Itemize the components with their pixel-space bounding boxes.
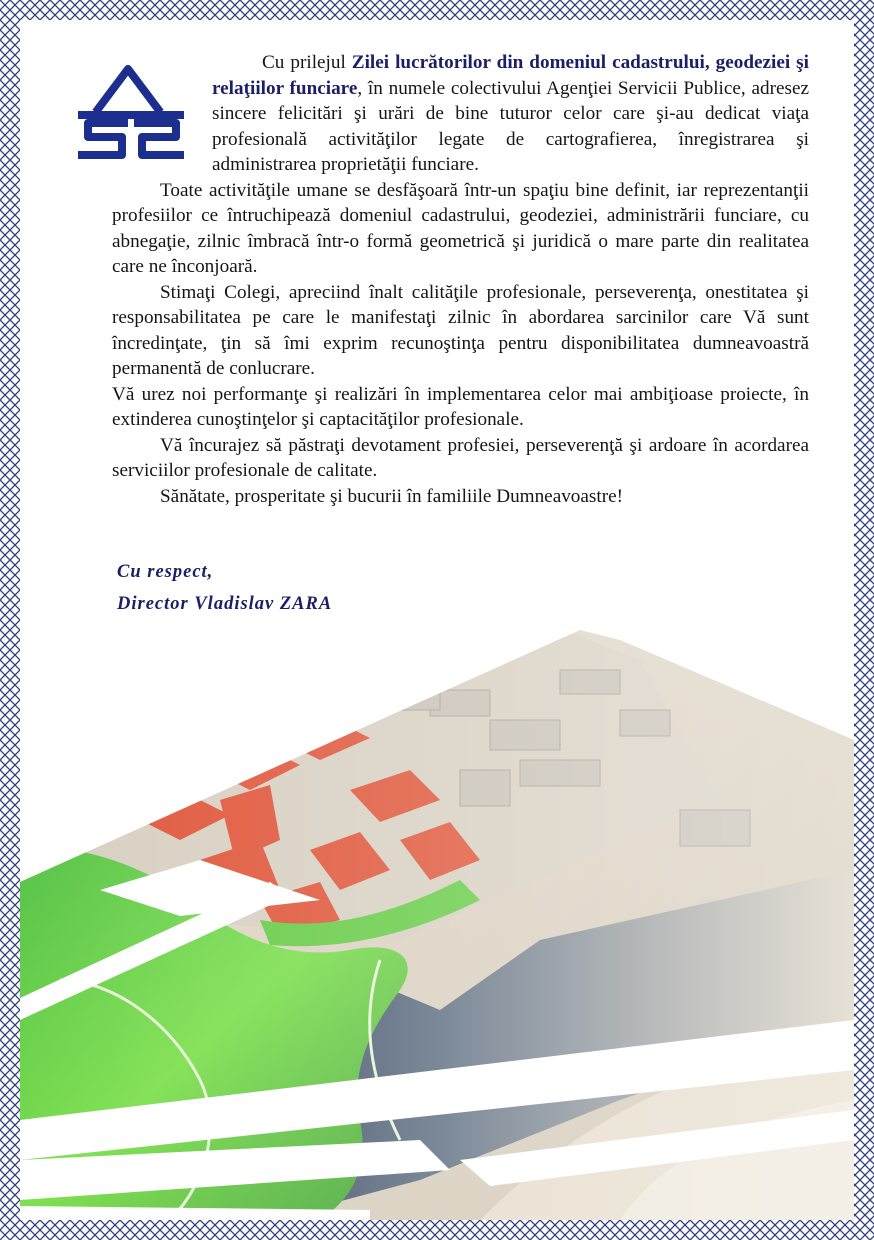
paragraph-4: Vă urez noi performanţe şi realizări în implementarea celor mai ambiţioase proiecte, în extinderea cunoştinţelor şi captacităţilor profesionale. xyxy=(112,383,809,430)
paragraph-1: Cu prilejul Zilei lucrătorilor din domeniul cadastrului, geodeziei şi relaţiilor funciare, în numele colectivului Agenţiei Servicii Publice, adresez sincere felicitări şi urări de bine tuturor celor care şi-au dedicat viaţa profesională activităţilor legate de cartografierea, înregistrarea şi administrarea proprietăţii funciare. xyxy=(212,52,809,175)
paragraph-3: Stimaţi Colegi, apreciind înalt calităţile profesionale, perseverenţa, onestitatea şi responsabilitatea pe care le manifestaţi zilnic în abordarea sarcinilor care Vă sunt încredinţate, ţin să îmi exprim recunoştinţa pentru disponibilitatea dumneavoastră permanentă de conlucrare. xyxy=(112,281,809,379)
page-content xyxy=(20,20,854,1220)
paragraph-6: Sănătate, prosperitate şi bucurii în familiile Dumneavoastre! xyxy=(160,485,624,507)
letter-body xyxy=(112,50,809,509)
paragraph-2: Toate activităţile umane se desfăşoară într-un spaţiu bine definit, iar reprezentanţii profesiilor ce întruchipează domeniul cadastrului, geodeziei, administrării funciare, cu abnegaţie, zilnic îmbracă într-o formă geometrică şi juridică o mare parte din realitatea care ne înconjoară. xyxy=(112,179,809,277)
occasion-title: Zilei lucrătorilor din domeniul cadastrului, geodeziei şi relaţiilor funciare xyxy=(212,52,809,99)
paragraph-5: Vă încurajez să păstraţi devotament profesiei, perseverenţă şi ardoare în acordarea serviciilor profesionale de calitate. xyxy=(112,434,809,481)
signature-greeting: Cu respect, xyxy=(117,562,214,582)
city-model-illustration xyxy=(20,600,854,1220)
signature-name: Director Vladislav ZARA xyxy=(117,594,333,614)
